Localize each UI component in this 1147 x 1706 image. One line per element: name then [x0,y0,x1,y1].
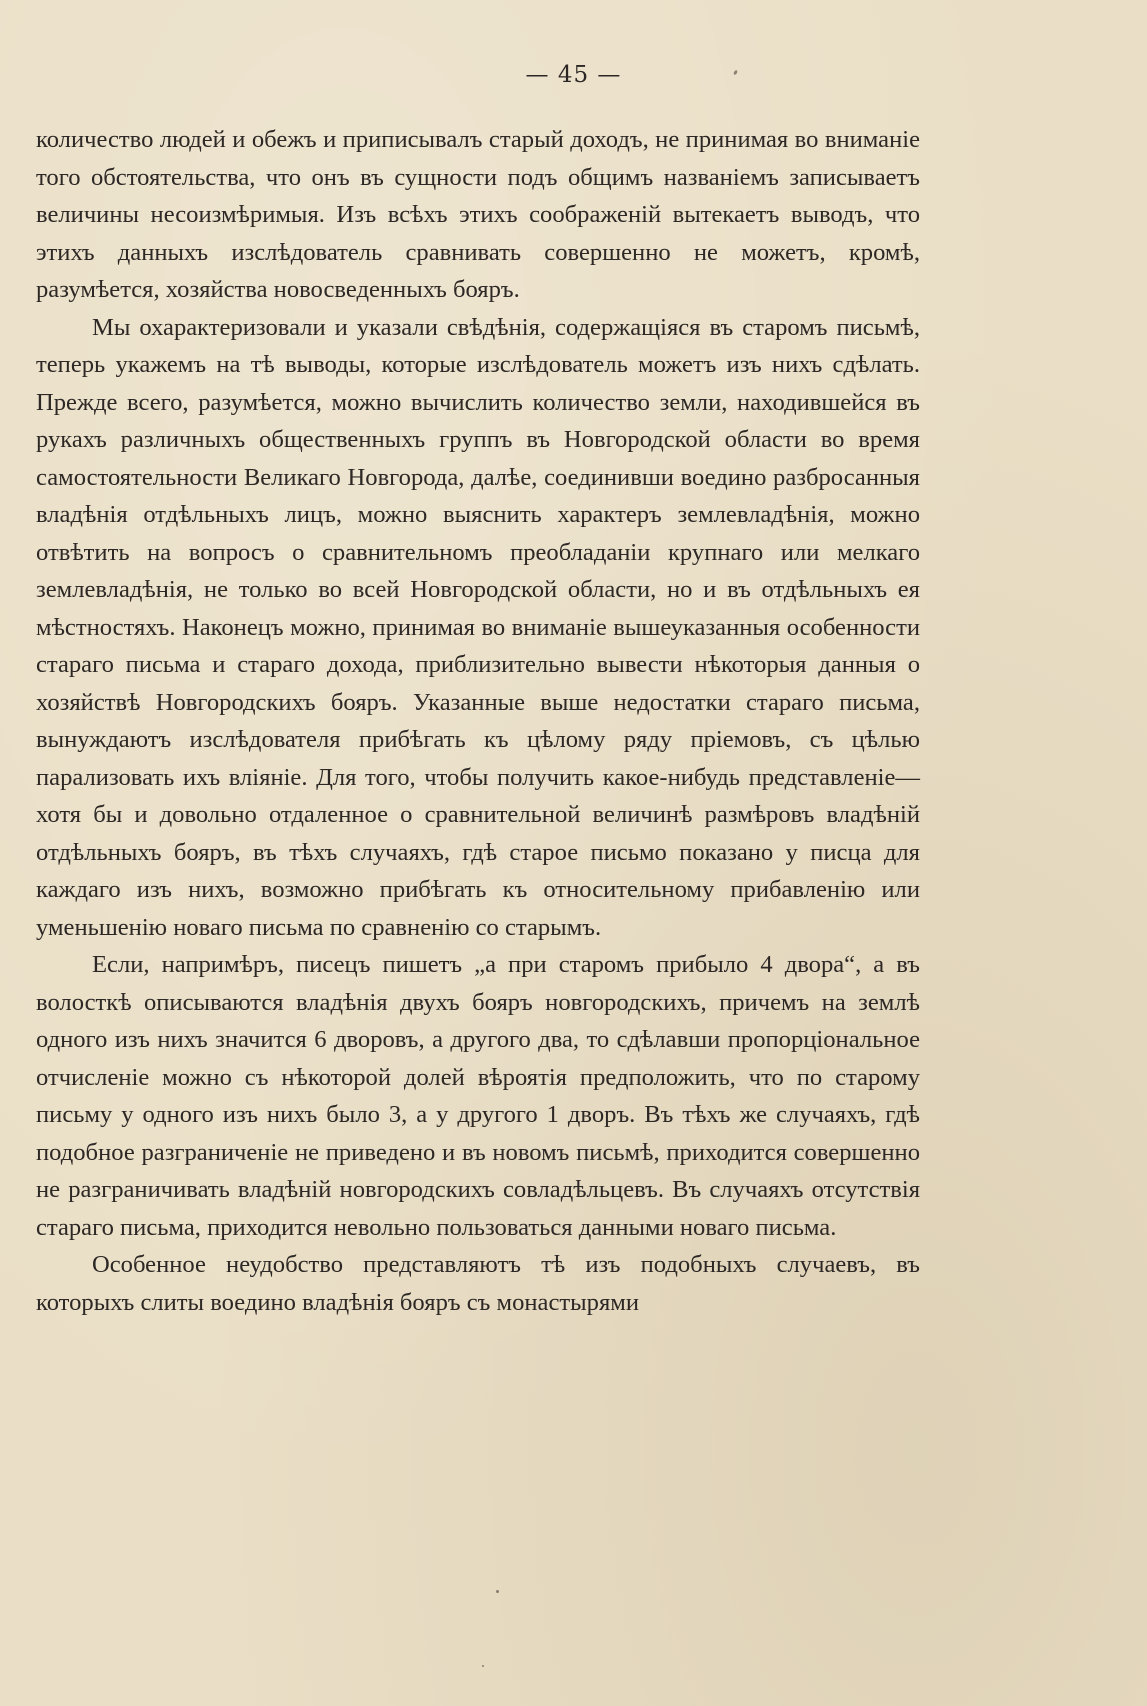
paragraph-2: Мы охарактеризовали и указали свѣдѣнія, содержащіяся въ старомъ письмѣ, теперь укажемъ на тѣ выводы, которые изслѣдователь можетъ изъ нихъ сдѣлать. Прежде всего, разумѣется, можно вычислить количество земли, находившейся въ рукахъ различныхъ общественныхъ группъ въ Новгородской области во время самостоятельности Великаго Новгорода, далѣе, соединивши воедино разбросанныя владѣнія отдѣльныхъ лицъ, можно выяснить характеръ землевладѣнія, можно отвѣтить на вопросъ о сравнительномъ преобладаніи крупнаго или мелкаго землевладѣнія, не только во всей Новгородской области, но и въ отдѣльныхъ ея мѣстностяхъ. Наконецъ можно, принимая во вниманіе вышеуказанныя особенности стараго письма и стараго дохода, приблизительно вывести нѣкоторыя данныя о хозяйствѣ Новгородскихъ бояръ. Указанные выше недостатки стараго письма, вынуждаютъ изслѣдователя прибѣгать къ цѣлому ряду пріемовъ, съ цѣлью парализовать ихъ вліяніе. Для того, чтобы получить какое-нибудь представленіе—хотя бы и довольно отдаленное о сравнительной величинѣ размѣровъ владѣній отдѣльныхъ бояръ, въ тѣхъ случаяхъ, гдѣ старое письмо показано у писца для каждаго изъ нихъ, возможно прибѣгать къ относительному прибавленію или уменьшенію новаго письма по сравненію со старымъ. [36,313,920,941]
page-number: — 45 — [525,62,622,88]
print-speck [482,1665,484,1667]
paragraph-1: количество людей и обежъ и приписывалъ старый доходъ, не принимая во вниманіе того обстоятельства, что онъ въ сущности подъ общимъ названіемъ записываетъ величины несоизмѣримыя. Изъ всѣхъ этихъ соображеній вытекаетъ выводъ, что этихъ данныхъ изслѣдователь сравнивать совершенно не можетъ, кромѣ, разумѣется, хозяйства новосведенныхъ бояръ. [36,126,920,303]
text-body [36,121,920,1321]
paragraph-3: Если, напримѣръ, писецъ пишетъ „а при старомъ прибыло 4 двора“, а въ волосткѣ описываются владѣнія двухъ бояръ новгородскихъ, причемъ на землѣ одного изъ нихъ значится 6 дворовъ, а другого два, то сдѣлавши пропорціональное отчисленіе можно съ нѣкоторой долей вѣроятія предположить, что по старому письму у одного изъ нихъ было 3, а у другого 1 дворъ. Въ тѣхъ же случаяхъ, гдѣ подобное разграниченіе не приведено и въ новомъ письмѣ, приходится совершенно не разграничивать владѣній новгородскихъ совладѣльцевъ. Въ случаяхъ отсутствія стараго письма, приходится невольно пользоваться данными новаго письма. [36,951,920,1241]
print-speck [496,1590,499,1593]
paragraph-4: Особенное неудобство представляютъ тѣ изъ подобныхъ случаевъ, въ которыхъ слиты воедино владѣнія бояръ съ монастырями [36,1251,920,1316]
